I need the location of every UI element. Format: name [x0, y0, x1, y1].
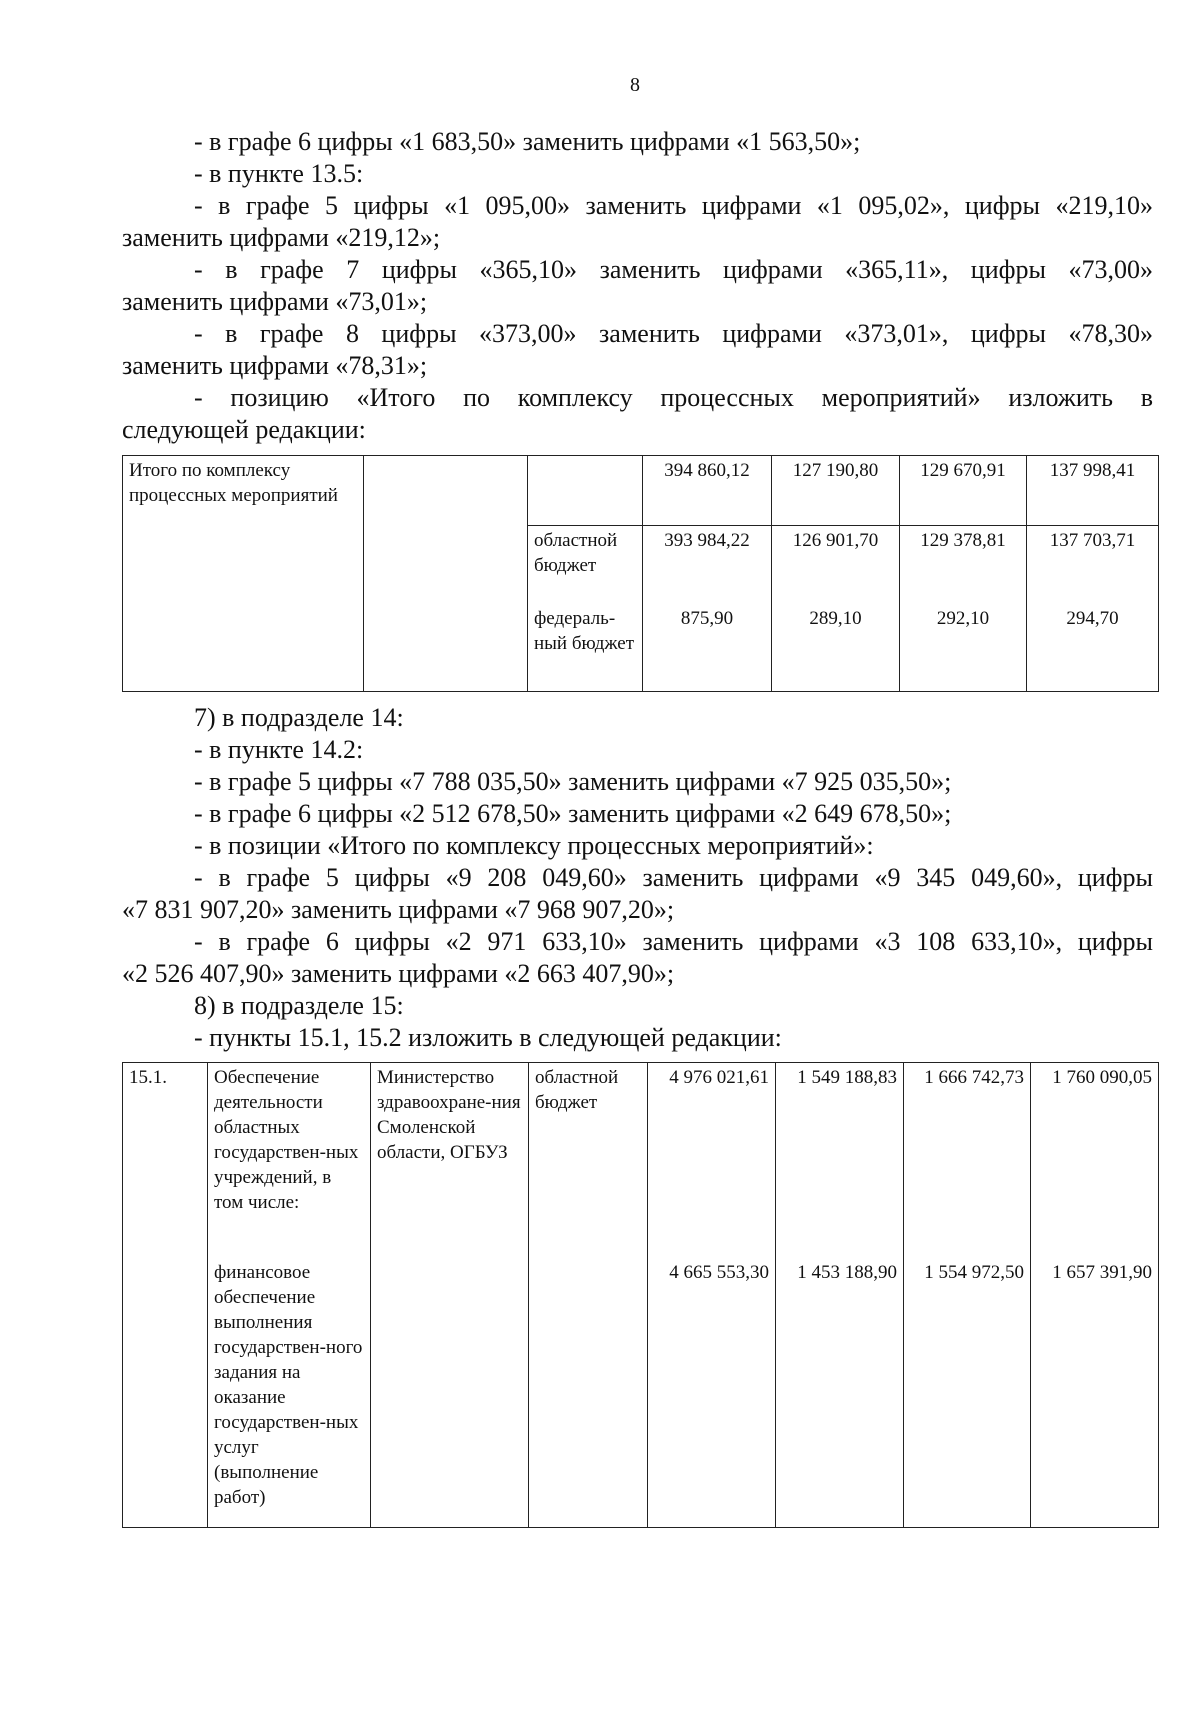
- value-cell: 1 657 391,90: [1031, 1258, 1159, 1528]
- value-cell: 1 554 972,50: [904, 1258, 1031, 1528]
- page-number: 8: [630, 74, 640, 96]
- total-label-cell: Итого по комплексу процессных мероприятий: [123, 456, 364, 692]
- text-line: - в позиции «Итого по комплексу процессных мероприятий»:: [194, 831, 874, 860]
- value-cell: 1 453 188,90: [776, 1258, 904, 1528]
- text-line: - в пункте 14.2:: [194, 735, 364, 764]
- executor-cell: [364, 456, 528, 692]
- item-subname-cell: финансовое обеспечение выполнения государствен-ного задания на оказание государствен-ных услуг (выполнение работ): [208, 1258, 371, 1528]
- text-line: «7 831 907,20» заменить цифрами «7 968 907,20»;: [122, 895, 675, 924]
- text-line: - в графе 6 цифры «2 512 678,50» заменить цифрами «2 649 678,50»;: [194, 799, 952, 828]
- text-line: - в графе 5 цифры «1 095,00» заменить цифрами «1 095,02», цифры «219,10»: [194, 191, 1153, 220]
- value-cell: 127 190,80: [772, 456, 900, 526]
- table-row: [123, 456, 1159, 526]
- totals-table: [122, 455, 1159, 692]
- value-cell: 394 860,12: [643, 456, 772, 526]
- text-line: - в графе 5 цифры «7 788 035,50» заменить цифрами «7 925 035,50»;: [194, 767, 952, 796]
- value-cell: 292,10: [900, 604, 1027, 692]
- source-cell: областной бюджет: [529, 1063, 648, 1528]
- source-cell: [528, 456, 643, 526]
- value-cell: 129 670,91: [900, 456, 1027, 526]
- text-line: - в графе 7 цифры «365,10» заменить цифрами «365,11», цифры «73,00»: [194, 255, 1153, 284]
- text-line: 7) в подразделе 14:: [194, 703, 404, 732]
- value-cell: 1 666 742,73: [904, 1063, 1031, 1258]
- text-line: заменить цифрами «78,31»;: [122, 351, 428, 380]
- value-cell: 129 378,81: [900, 526, 1027, 604]
- text-line: следующей редакции:: [122, 415, 366, 444]
- text-line: заменить цифрами «219,12»;: [122, 223, 441, 252]
- text-line: - в графе 8 цифры «373,00» заменить цифрами «373,01», цифры «78,30»: [194, 319, 1153, 348]
- value-cell: 126 901,70: [772, 526, 900, 604]
- value-cell: 294,70: [1027, 604, 1159, 692]
- text-line: - в графе 6 цифры «1 683,50» заменить цифрами «1 563,50»;: [194, 127, 861, 156]
- value-cell: 1 760 090,05: [1031, 1063, 1159, 1258]
- value-cell: 1 549 188,83: [776, 1063, 904, 1258]
- source-cell: областной бюджет: [528, 526, 643, 604]
- value-cell: 875,90: [643, 604, 772, 692]
- value-cell: 137 998,41: [1027, 456, 1159, 526]
- value-cell: 393 984,22: [643, 526, 772, 604]
- value-cell: 137 703,71: [1027, 526, 1159, 604]
- text-line: заменить цифрами «73,01»;: [122, 287, 428, 316]
- value-cell: 4 665 553,30: [648, 1258, 776, 1528]
- text-line: - в графе 6 цифры «2 971 633,10» заменить цифрами «3 108 633,10», цифры: [194, 927, 1153, 956]
- item-number-cell: 15.1.: [123, 1063, 208, 1528]
- amendments-block-2: [122, 702, 1153, 1054]
- value-cell: 4 976 021,61: [648, 1063, 776, 1258]
- table-row: [123, 1063, 1159, 1258]
- text-line: 8) в подразделе 15:: [194, 991, 404, 1020]
- text-line: - в пункте 13.5:: [194, 159, 364, 188]
- value-cell: 289,10: [772, 604, 900, 692]
- text-line: - в графе 5 цифры «9 208 049,60» заменить цифрами «9 345 049,60», цифры: [194, 863, 1153, 892]
- text-line: - позицию «Итого по комплексу процессных мероприятий» изложить в: [194, 383, 1153, 412]
- item-name-cell: Обеспечение деятельности областных государствен-ных учреждений, в том числе:: [208, 1063, 371, 1258]
- source-cell: федераль-ный бюджет: [528, 604, 643, 692]
- executor-cell: Министерство здравоохране-ния Смоленской области, ОГБУЗ: [371, 1063, 529, 1528]
- amendments-block-1: [122, 126, 1153, 446]
- text-line: «2 526 407,90» заменить цифрами «2 663 407,90»;: [122, 959, 675, 988]
- text-line: - пункты 15.1, 15.2 изложить в следующей редакции:: [194, 1023, 782, 1052]
- item-15-1-table: [122, 1062, 1159, 1528]
